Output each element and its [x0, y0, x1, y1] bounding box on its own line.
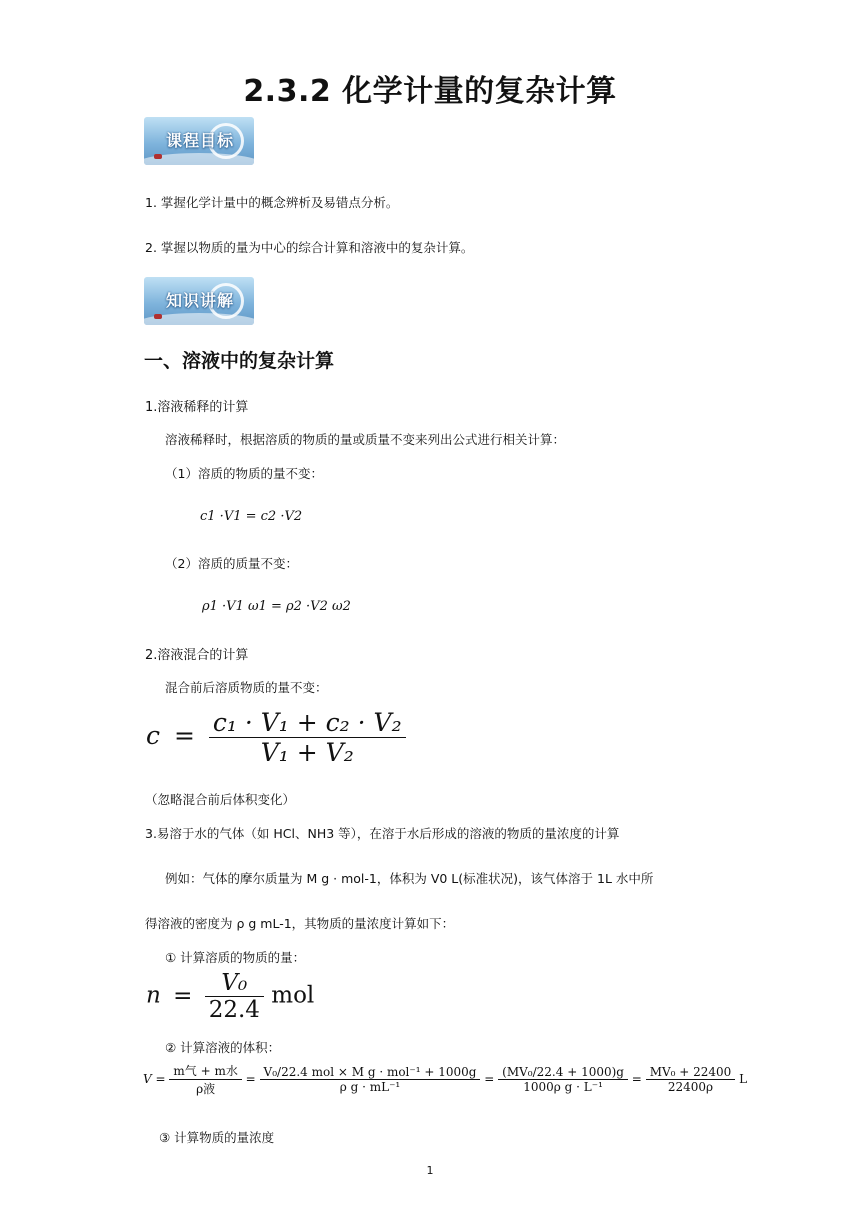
subsection-heading-gas: 3.易溶于水的气体（如 HCl、NH3 等），在溶于水后形成的溶液的物质的量浓度的计算	[145, 826, 620, 841]
fraction-denominator: V₁ + V₂	[209, 737, 406, 767]
formula-lhs: V =	[143, 1072, 166, 1086]
case-2-label: （2）溶质的质量不变：	[165, 556, 298, 571]
mixing-fraction	[209, 708, 406, 767]
equals-sign: =	[631, 1072, 642, 1086]
dilution-formula-mass: ρ1 ·V1 ω1 = ρ2 ·V2 ω2	[202, 599, 351, 614]
knowledge-banner	[144, 277, 254, 325]
equals-sign: =	[173, 982, 193, 1009]
fraction-numerator: MV₀ + 22400	[649, 1065, 732, 1079]
case-1-label: （1）溶质的物质的量不变：	[165, 466, 323, 481]
dilution-description: 溶液稀释时，根据溶质的物质的量或质量不变来列出公式进行相关计算：	[165, 432, 566, 447]
subsection-heading-mixing: 2.溶液混合的计算	[145, 648, 249, 663]
mixing-note: （忽略混合前后体积变化）	[145, 792, 296, 807]
fraction-numerator: m气 + m水	[173, 1064, 238, 1078]
page-title: 2.3.2 化学计量的复杂计算	[243, 74, 617, 109]
fraction-numerator: (MV₀/22.4 + 1000)g	[502, 1065, 624, 1079]
fraction-denominator: 22.4	[205, 996, 264, 1023]
goal-item-1: 1. 掌握化学计量中的概念辨析及易错点分析。	[145, 195, 399, 210]
fraction-numerator: V₀	[221, 970, 248, 996]
volume-fraction-1	[169, 1062, 241, 1097]
step-1-label: ① 计算溶质的物质的量：	[165, 950, 306, 965]
banner-label: 课程目标	[166, 131, 235, 150]
subsection-heading-dilution: 1.溶液稀释的计算	[145, 400, 249, 415]
gas-example-line-1: 例如：气体的摩尔质量为 M g · mol-1，体积为 V0 L(标准状况)，该气体溶于 1L 水中所	[165, 871, 654, 886]
dilution-formula-moles: c1 ·V1 = c2 ·V2	[200, 509, 303, 524]
banner-label: 知识讲解	[166, 291, 235, 310]
volume-formula	[143, 1062, 747, 1097]
formula-lhs: c	[146, 721, 161, 750]
equals-sign: =	[484, 1072, 495, 1086]
fraction-denominator: ρ g · mL⁻¹	[260, 1079, 481, 1094]
flag-icon	[154, 314, 162, 319]
unit-label: mol	[271, 982, 315, 1009]
goal-item-2: 2. 掌握以物质的量为中心的综合计算和溶液中的复杂计算。	[145, 240, 474, 255]
formula-lhs: n	[146, 982, 161, 1009]
volume-fraction-2	[260, 1065, 481, 1094]
gas-example-line-2: 得溶液的密度为 ρ g mL-1，其物质的量浓度计算如下：	[145, 916, 455, 931]
volume-fraction-3	[498, 1065, 628, 1094]
unit-label: L	[739, 1072, 748, 1086]
page-number: 1	[426, 1164, 434, 1177]
fraction-numerator: c₁ · V₁ + c₂ · V₂	[212, 708, 402, 737]
equals-sign: =	[245, 1072, 256, 1086]
moles-fraction	[205, 970, 264, 1023]
moles-formula	[146, 970, 314, 1023]
equals-sign: =	[173, 721, 195, 750]
step-2-label: ② 计算溶液的体积：	[165, 1040, 281, 1055]
fraction-denominator: 22400ρ	[646, 1079, 736, 1094]
step-3-label: ③ 计算物质的量浓度	[159, 1130, 275, 1145]
fraction-denominator: 1000ρ g · L⁻¹	[498, 1079, 628, 1094]
mixing-description: 混合前后溶质物质的量不变：	[165, 680, 328, 695]
flag-icon	[154, 154, 162, 159]
volume-fraction-4	[646, 1065, 736, 1094]
course-goal-banner	[144, 117, 254, 165]
mixing-formula	[146, 708, 406, 767]
fraction-numerator: V₀/22.4 mol × M g · mol⁻¹ + 1000g	[263, 1065, 477, 1079]
section-heading: 一、溶液中的复杂计算	[144, 350, 335, 372]
fraction-denominator: ρ液	[169, 1079, 241, 1097]
